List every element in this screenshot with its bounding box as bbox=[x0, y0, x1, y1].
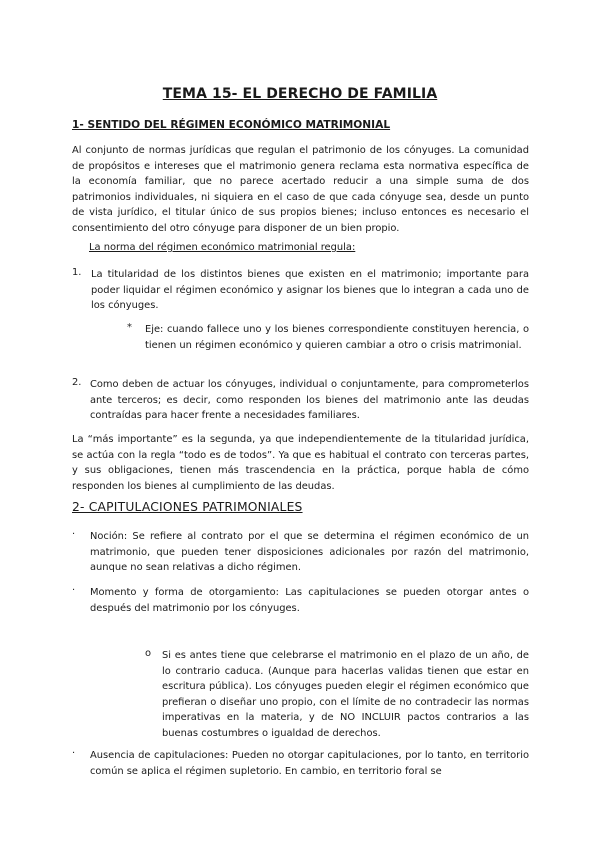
sub-bullet-marker: o bbox=[145, 648, 152, 659]
list-item-number: 1. bbox=[72, 267, 82, 278]
section-1-conclusion: La “más importante” es la segunda, ya que independientemente de la titularidad jurídica, se actúa con la regla “todo es de todos”. Ya que es habitual el contrato con terceras partes, y sus obligaciones, tienen más trascendencia en la práctica, porque habla de cómo responden los bienes al cumplimiento de las deudas. bbox=[72, 434, 529, 492]
example-bullet: * bbox=[127, 322, 132, 333]
bullet-nocion: Noción: Se refiere al contrato por el que se determina el régimen económico de un matrimonio, que pueden tener disposiciones adicionales por razón del matrimonio, aunque no sean relativas a dicho régimen. bbox=[90, 531, 529, 574]
section-1-intro: Al conjunto de normas jurídicas que regulan el patrimonio de los cónyuges. La comunidad de propósitos e intereses que el matrimonio genera reclama esta normativa específica de la economía familiar, que no parece acertado reducir a una simple suma de dos patrimonios individuales, ni siquiera en el caso de que cada cónyuge sea, desde un punto de vista jurídico, el titular único de sus propios bienes; incluso entonces es necesario el consentimiento del otro cónyuge para disponer de un bien propio. bbox=[72, 145, 529, 234]
list-item-text: La titularidad de los distintos bienes que existen en el matrimonio; importante para poder liquidar el régimen económico y asignar los bienes que lo integran a cada uno de los cónyuges. bbox=[91, 269, 529, 312]
sub-bullet-text: Si es antes tiene que celebrarse el matrimonio en el plazo de un año, de lo contrario caduca. (Aunque para hacerlas validas tienen que estar en escritura pública). Los cónyuges pueden elegir el régimen económico que prefieran o diseñar uno propio, con el límite de no contradecir las normas imperativas en la materia, y de NO INCLUIR pactos contrarios a las buenas costumbres o igualdad de derechos. bbox=[162, 650, 529, 739]
bullet-momento: Momento y forma de otorgamiento: Las capitulaciones se pueden otorgar antes o después del matrimonio por los cónyuges. bbox=[90, 587, 529, 614]
bullet-marker: · bbox=[72, 748, 76, 759]
bullet-marker: · bbox=[72, 585, 76, 596]
list-item-text: Como deben de actuar los cónyuges, individual o conjuntamente, para comprometerlos ante terceros; es decir, como responden los bienes del matrimonio ante las deudas contraídas para hacer frente a necesidades familiares. bbox=[90, 379, 529, 422]
bullet-marker: · bbox=[72, 529, 76, 540]
example-text: Eje: cuando fallece uno y los bienes correspondiente constituyen herencia, o tienen un régimen económico y quieren cambiar a otro o crisis matrimonial. bbox=[145, 324, 529, 351]
bullet-ausencia: Ausencia de capitulaciones: Pueden no otorgar capitulaciones, por lo tanto, en territorio común se aplica el régimen supletorio. En cambio, en territorio foral se bbox=[90, 750, 529, 777]
list-item-number: 2. bbox=[72, 377, 82, 388]
section-2-heading: 2- CAPITULACIONES PATRIMONIALES bbox=[72, 500, 303, 514]
section-1-heading: 1- SENTIDO DEL RÉGIMEN ECONÓMICO MATRIMONIAL bbox=[72, 119, 391, 131]
regula-label: La norma del régimen económico matrimonial regula: bbox=[89, 242, 356, 253]
page-title: TEMA 15- EL DERECHO DE FAMILIA bbox=[162, 86, 438, 102]
